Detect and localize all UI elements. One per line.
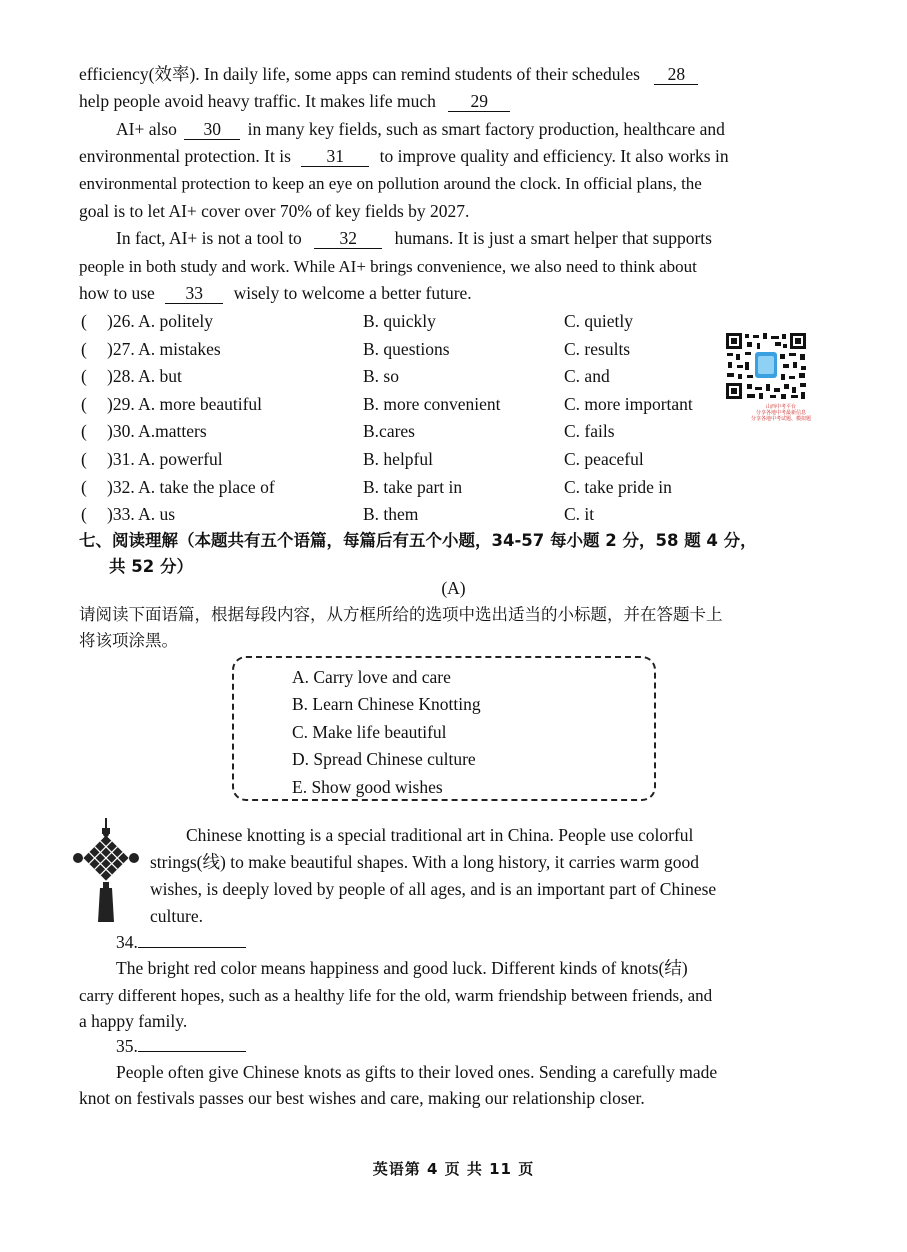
blank-33: 33 xyxy=(165,283,223,304)
option-row-30: ( )30. A.matters B.cares C. fails xyxy=(79,418,759,445)
qr-code-icon xyxy=(725,332,807,400)
answer-blank-35 xyxy=(138,1033,246,1052)
passage-line-5: environmental protection to keep an eye on pollution around the clock. In official plans, the xyxy=(79,174,702,193)
passage-line-6: goal is to let AI+ cover over 70% of key fields by 2027. xyxy=(79,201,470,221)
option-row-32: ( )32. A. take the place of B. take part in C. take pride in xyxy=(79,474,759,501)
option-row-26: ( )26. A. politely B. quickly C. quietly xyxy=(79,308,759,335)
option-c: C. take pride in xyxy=(564,477,672,497)
option-a: )33. A. us xyxy=(107,504,176,524)
passage-text: AI+ also xyxy=(116,119,177,139)
box-option-b: B. Learn Chinese Knotting xyxy=(292,694,481,714)
reading-p3-line-1: People often give Chinese knots as gifts to their loved ones. Sending a carefully made xyxy=(116,1062,718,1082)
option-a: )26. A. politely xyxy=(107,311,213,331)
box-option-d: D. Spread Chinese culture xyxy=(292,749,476,769)
option-a: )27. A. mistakes xyxy=(107,339,221,359)
question-34: 34. xyxy=(116,929,830,956)
reading-p1-line-1: Chinese knotting is a special traditional art in China. People use colorful xyxy=(186,825,694,845)
option-c: C. it xyxy=(564,504,595,524)
option-b: B. more convenient xyxy=(363,394,501,414)
heading-options-box xyxy=(232,656,656,801)
reading-p2-line-2: carry different hopes, such as a healthy life for the old, warm friendship between friends, and xyxy=(79,986,713,1005)
option-c: C. more important xyxy=(564,394,693,414)
passage-text: In fact, AI+ is not a tool to xyxy=(116,228,302,248)
passage-line-4 xyxy=(79,143,793,170)
option-row-29: ( )29. A. more beautiful B. more convenient C. more important xyxy=(79,391,759,418)
option-row-27: ( )27. A. mistakes B. questions C. results xyxy=(79,336,759,363)
passage-text: help people avoid heavy traffic. It makes life much xyxy=(79,91,436,111)
option-a: )30. A.matters xyxy=(107,421,207,441)
part-label: (A) xyxy=(441,578,466,598)
reading-p2-line-1: The bright red color means happiness and good luck. Different kinds of knots(结) xyxy=(116,958,688,978)
answer-blank-34 xyxy=(138,929,246,948)
passage-text: wisely to welcome a better future. xyxy=(233,283,472,303)
instruction-line-2: 将该项涂黑。 xyxy=(79,631,178,650)
chinese-knot-icon xyxy=(72,818,142,924)
option-b: B. helpful xyxy=(363,449,433,469)
option-b: B.cares xyxy=(363,421,415,441)
reading-p1-line-4: culture. xyxy=(150,906,203,926)
reading-p3-line-2: knot on festivals passes our best wishes and care, making our relationship closer. xyxy=(79,1088,645,1108)
reading-p1-line-2: strings(线) to make beautiful shapes. With a long history, it carries warm good xyxy=(150,852,699,872)
box-option-e: E. Show good wishes xyxy=(292,777,443,797)
option-row-31: ( )31. A. powerful B. helpful C. peaceful xyxy=(79,446,759,473)
question-35: 35. xyxy=(116,1033,830,1060)
blank-29: 29 xyxy=(448,91,510,112)
qr-caption: 山西中考平台 分享各地中考最新信息 分享各地中考试题、模拟题 xyxy=(750,404,811,422)
option-b: B. quickly xyxy=(363,311,436,331)
option-c: C. peaceful xyxy=(564,449,644,469)
passage-text: humans. It is just a smart helper that supports xyxy=(394,228,712,248)
blank-32: 32 xyxy=(314,228,382,249)
passage-line-9 xyxy=(79,280,793,307)
option-a: )29. A. more beautiful xyxy=(107,394,263,414)
page-footer: 英语第 4 页 共 11 页 xyxy=(372,1160,535,1178)
instruction-line-1: 请阅读下面语篇，根据每段内容，从方框所给的选项中选出适当的小标题，并在答题卡上 xyxy=(79,605,723,624)
reading-p2-line-3: a happy family. xyxy=(79,1011,188,1031)
option-row-33: ( )33. A. us B. them C. it xyxy=(79,501,759,528)
passage-text: how to use xyxy=(79,283,155,303)
option-a: )31. A. powerful xyxy=(107,449,223,469)
passage-line-3 xyxy=(116,116,793,143)
option-b: B. questions xyxy=(363,339,450,359)
passage-text: environmental protection. It is xyxy=(79,146,291,166)
option-a: )32. A. take the place of xyxy=(107,477,275,497)
option-b: B. them xyxy=(363,504,419,524)
option-b: B. take part in xyxy=(363,477,463,497)
passage-line-1 xyxy=(79,61,793,88)
passage-text: in many key fields, such as smart factory production, healthcare and xyxy=(247,119,725,139)
passage-line-8: people in both study and work. While AI+ brings convenience, we also need to think about xyxy=(79,257,697,276)
option-b: B. so xyxy=(363,366,399,386)
section-title: 七、阅读理解（本题共有五个语篇，每篇后有五个小题，34-57 每小题 2 分，58 题 4 分， 共 52 分） xyxy=(79,531,757,576)
passage-line-2 xyxy=(79,88,793,115)
option-c: C. and xyxy=(564,366,610,386)
option-c: C. quietly xyxy=(564,311,634,331)
passage-text: efficiency(效率). In daily life, some apps can remind students of their schedules xyxy=(79,64,640,84)
box-option-c: C. Make life beautiful xyxy=(292,722,447,742)
reading-p1-line-3: wishes, is deeply loved by people of all ages, and is an important part of Chinese xyxy=(150,879,717,899)
passage-line-7 xyxy=(116,225,793,252)
box-option-a: A. Carry love and care xyxy=(292,667,451,687)
option-c: C. results xyxy=(564,339,631,359)
option-a: )28. A. but xyxy=(107,366,182,386)
passage-text: to improve quality and efficiency. It also works in xyxy=(379,146,729,166)
option-c: C. fails xyxy=(564,421,615,441)
blank-31: 31 xyxy=(301,146,369,167)
option-row-28: ( )28. A. but B. so C. and xyxy=(79,363,759,390)
blank-28: 28 xyxy=(654,64,698,85)
blank-30: 30 xyxy=(184,119,240,140)
